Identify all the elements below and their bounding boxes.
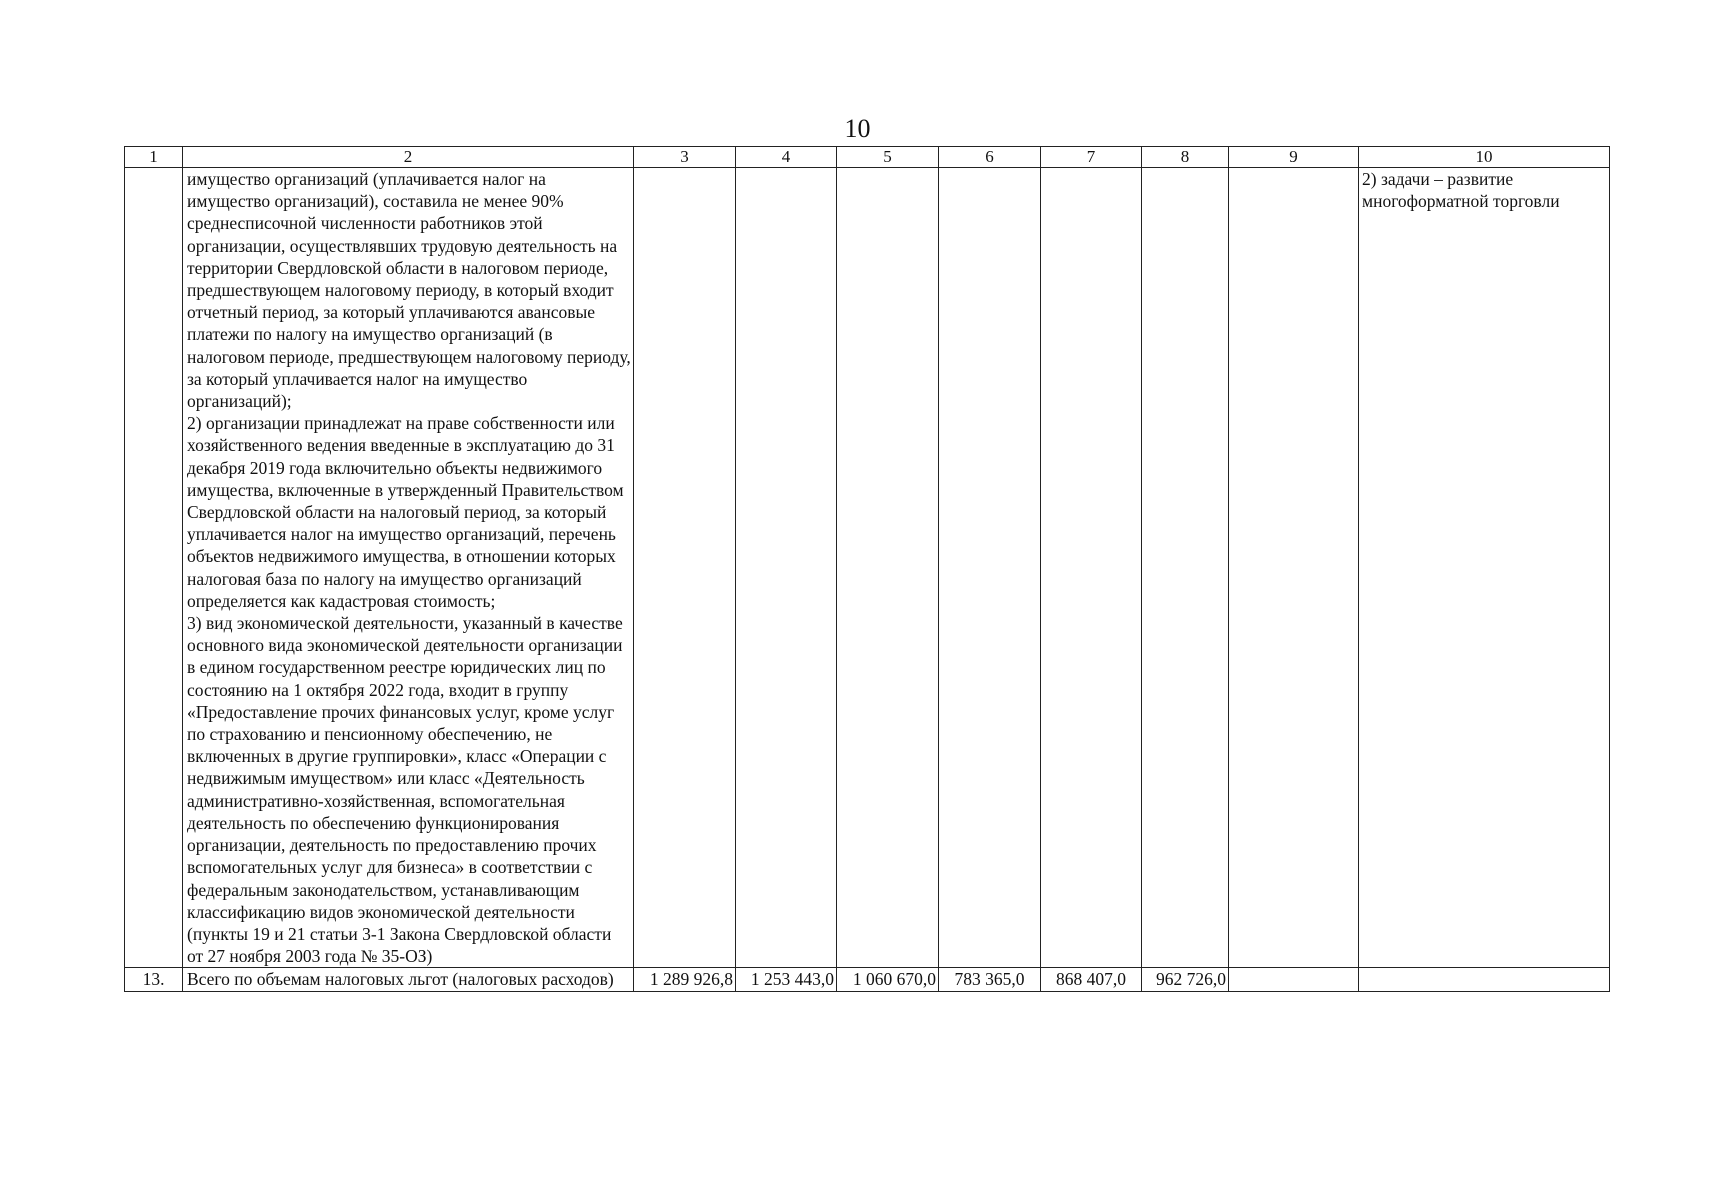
column-header-7: 7 xyxy=(1041,147,1142,168)
empty-cell xyxy=(736,168,837,968)
column-number-row xyxy=(125,147,1610,168)
total-row xyxy=(125,968,1610,991)
page-number: 10 xyxy=(844,114,871,143)
goals-cell: 2) задачи – развитие многоформатной торговли xyxy=(1359,168,1610,968)
total-value-col4: 1 253 443,0 xyxy=(736,968,837,991)
condition-paragraph-3: 3) вид экономической деятельности, указанный в качестве основного вида экономической деятельности организации в едином государственном реестре юридических лиц по состоянию на 1 октября 2022 года, входит в группу «Предоставление прочих финансовых услуг, кроме услуг по страхованию и пенсионному обеспечению, не включенных в другие группировки», класс «Операции с недвижимым имуществом» или класс «Деятельность административно-хозяйственная, вспомогательная деятельность по обеспечению функционирования организации, деятельность по предоставлению прочих вспомогательных услуг для бизнеса» в соответствии с федеральным законодательством, устанавливающим классификацию видов экономической деятельности (пункты 19 и 21 статьи 3-1 Закона Свердловской области от 27 ноября 2003 года № 35-ОЗ) xyxy=(187,613,623,967)
empty-cell xyxy=(837,168,939,968)
condition-paragraph-1: имущество организаций (уплачивается налог на имущество организаций), составила не менее 90% среднесписочной численности работников этой организации, осуществлявших трудовую деятельность на территории Свердловской области в налоговом периоде, предшествующем налоговому периоду, в который входит отчетный период, за который уплачиваются авансовые платежи по налогу на имущество организаций (в налоговом периоде, предшествующем налоговому периоду, за который уплачивается налог на имущество организаций); xyxy=(187,169,631,412)
total-value-col3: 1 289 926,8 xyxy=(634,968,736,991)
column-header-5: 5 xyxy=(837,147,939,168)
column-header-4: 4 xyxy=(736,147,837,168)
total-value-col9 xyxy=(1229,968,1359,991)
empty-cell xyxy=(1142,168,1229,968)
column-header-10: 10 xyxy=(1359,147,1610,168)
conditions-cell xyxy=(183,168,634,968)
total-value-col7: 868 407,0 xyxy=(1041,968,1142,991)
total-value-col6: 783 365,0 xyxy=(939,968,1041,991)
total-value-col8: 962 726,0 xyxy=(1142,968,1229,991)
column-header-9: 9 xyxy=(1229,147,1359,168)
total-value-col10 xyxy=(1359,968,1610,991)
total-value-col5: 1 060 670,0 xyxy=(837,968,939,991)
column-header-3: 3 xyxy=(634,147,736,168)
column-header-2: 2 xyxy=(183,147,634,168)
row-number-cell: 13. xyxy=(125,968,183,991)
condition-paragraph-2: 2) организации принадлежат на праве собственности или хозяйственного ведения введенные в эксплуатацию до 31 декабря 2019 года включительно объекты недвижимого имущества, включенные в утвержденный Правительством Свердловской области на налоговый период, за который уплачивается налог на имущество организаций, перечень объектов недвижимого имущества, в отношении которых налоговая база по налогу на имущество организаций определяется как кадастровая стоимость; xyxy=(187,413,624,611)
empty-cell xyxy=(1229,168,1359,968)
total-label-cell: Всего по объемам налоговых льгот (налоговых расходов) xyxy=(183,968,634,991)
column-header-1: 1 xyxy=(125,147,183,168)
continuation-row xyxy=(125,168,1610,968)
column-header-6: 6 xyxy=(939,147,1041,168)
empty-cell xyxy=(1041,168,1142,968)
row-number-cell xyxy=(125,168,183,968)
empty-cell xyxy=(634,168,736,968)
empty-cell xyxy=(939,168,1041,968)
tax-benefits-table xyxy=(124,146,1610,992)
column-header-8: 8 xyxy=(1142,147,1229,168)
